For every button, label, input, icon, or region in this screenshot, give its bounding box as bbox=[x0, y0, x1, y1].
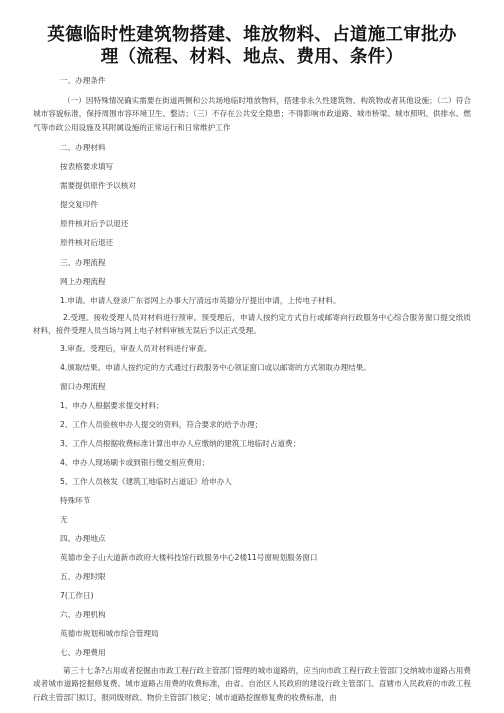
online-step: 4.颁取结果。申请人按约定的方式通过行政服务中心领证窗口或以邮寄的方式领取办理结果。 bbox=[60, 363, 371, 372]
window-step: 3、工作人员根据收费标准计算出申办人应缴纳的建筑工地临时占道费； bbox=[60, 439, 301, 448]
online-process-heading: 网上办理流程 bbox=[60, 277, 106, 286]
special-step-heading: 特殊环节 bbox=[60, 496, 91, 505]
window-step: 5、工作人员核发《建筑工地临时占道证》给申办人 bbox=[60, 477, 232, 486]
section-3-heading: 三、办理流程 bbox=[60, 258, 106, 267]
section-7-body: 第三十七条?占用或者挖掘由市政工程行政主管部门管理的城市道路的，应当向市政工程行政主管部门交纳城市道路占用费或者城市道路挖掘修复费。城市道路占用费的收费标准，由省、自治区人民政府的建设行政主管部门、直辖市人民政府的市政工程行政主管部门拟订，报同级财政、物价主管部门核定；城市道路挖掘修复费的收费标准，由 bbox=[33, 666, 471, 702]
section-7-heading: 七、办理费用 bbox=[60, 648, 106, 657]
online-step: 1.申请。申请人登录广东省网上办事大厅清远市英德分厅提出申请，上传电子材料。 bbox=[60, 296, 341, 305]
special-step-value: 无 bbox=[60, 515, 68, 524]
material-item: 需要提供原件予以核对 bbox=[60, 181, 136, 190]
material-item: 原件核对后退还 bbox=[60, 238, 114, 247]
window-step: 1、申办人根据要求提交材料； bbox=[60, 401, 164, 410]
material-item: 按表格要求填写 bbox=[60, 162, 114, 171]
section-5-heading: 五、办理时限 bbox=[60, 572, 106, 581]
section-5-value: 7(工作日) bbox=[60, 591, 94, 600]
section-1-heading: 一、办理条件 bbox=[60, 76, 106, 85]
window-step: 2、工作人员验核申办人提交的资料，符合要求的给予办理； bbox=[60, 420, 263, 429]
section-1-body: （一）因特殊情况确实需要在街道两侧和公共场地临时堆放物料，搭建非永久性建筑物、构筑物或者其他设施；（二）符合城市容貌标准，保持周围市容环境卫生、整洁；（三）不存在公共安全隐患；不得影响市政道路、城市桥梁、城市照明、供排水、燃气等市政公用设施及其附属设施的正常运行和日常维护工作 bbox=[33, 96, 471, 132]
material-item: 原件核对后予以退还 bbox=[60, 219, 129, 228]
online-step: 2.受理。接收受理人员对材料进行预审。预受理后，申请人按约定方式自行或邮寄向行政服务中心综合服务窗口提交纸质材料，接件受理人员当场与网上电子材料审核无误后予以正式受理。 bbox=[33, 313, 471, 336]
section-4-value: 英德市金子山大道新市政府大楼科技馆行政服务中心2楼11号窗规划服务窗口 bbox=[60, 553, 318, 562]
document-title bbox=[30, 24, 474, 68]
material-item: 提交复印件 bbox=[60, 200, 98, 209]
window-process-heading: 窗口办理流程 bbox=[60, 382, 106, 391]
section-6-value: 英德市规划和城市综合管理局 bbox=[60, 629, 159, 638]
section-4-heading: 四、办理地点 bbox=[60, 534, 106, 543]
section-2-heading: 二、办理材料 bbox=[60, 143, 106, 152]
section-6-heading: 六、办理机构 bbox=[60, 610, 106, 619]
window-step: 4、申办人现场刷卡或到银行缴交相应费用； bbox=[60, 458, 210, 467]
title-line-2: 理（流程、材料、地点、费用、条件） bbox=[100, 47, 404, 67]
title-line-1: 英德临时性建筑物搭建、堆放物料、占道施工审批办 bbox=[47, 25, 457, 45]
online-step: 3.审查。受理后，审查人员对材料进行审查。 bbox=[60, 344, 212, 353]
